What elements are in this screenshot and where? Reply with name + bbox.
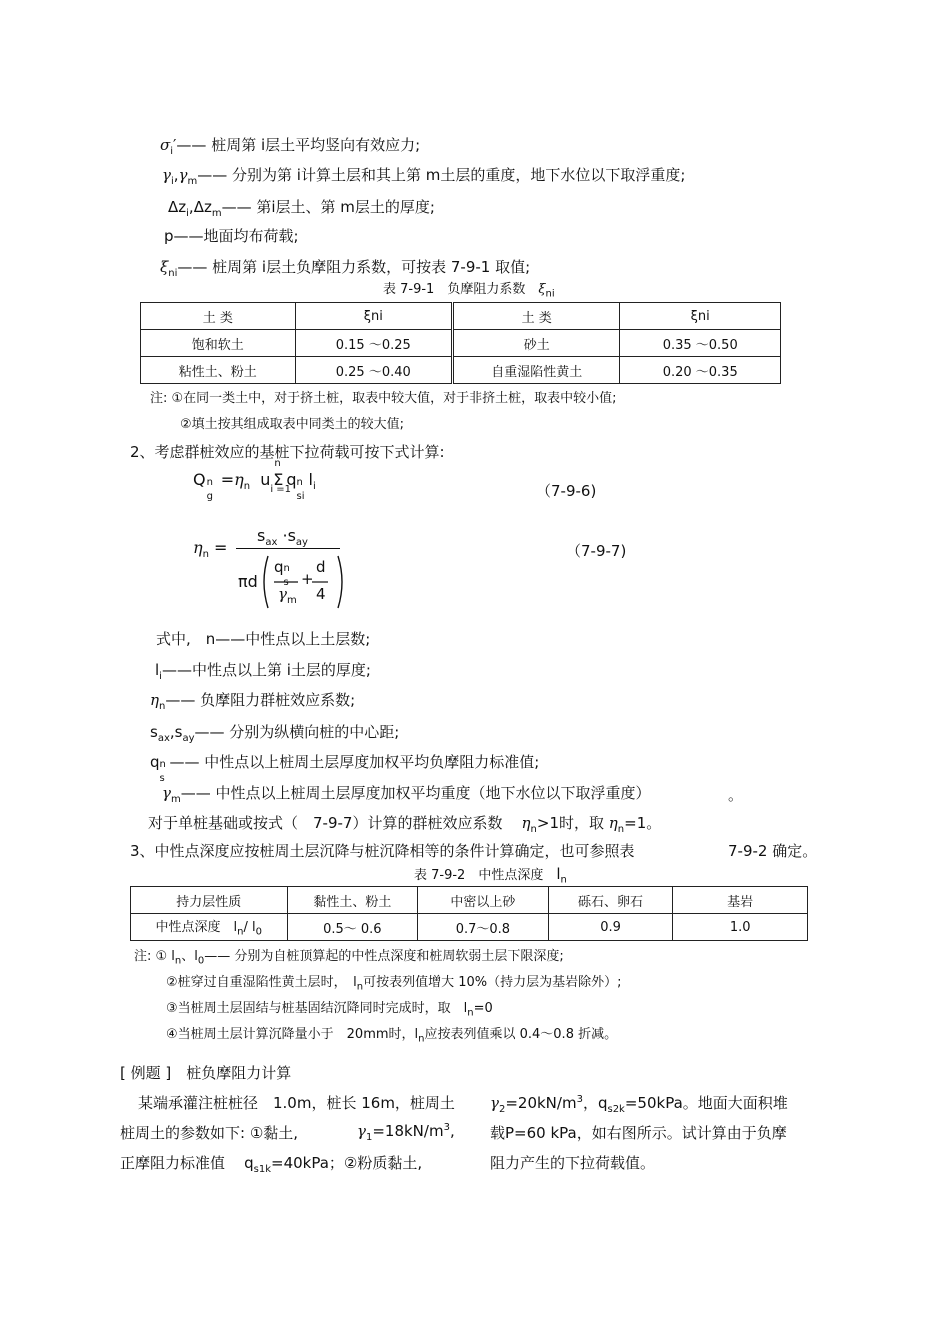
single-pile-note: 对于单桩基础或按式（ 7-9-7）计算的群桩效应系数 $\eta_n>1$时，取 $\eta_n=1$。	[148, 814, 662, 835]
row-label: 中性点深度 $l_n/$ $l_0$	[131, 914, 288, 941]
def-n: 式中, n——中性点以上土层数;	[156, 630, 371, 648]
def-p: p——地面均布荷载;	[164, 227, 299, 245]
def-sigma: $\sigma_i'——$ 桩周第 i层土平均竖向有效应力;	[160, 136, 421, 157]
def-xi: $\xi_{ni}——$ 桩周第 i层土负摩阻力系数，可按表 7-9-1 取值;	[160, 258, 531, 279]
example-line-2-gamma: $\gamma_1=18kN/m^3$,	[357, 1122, 455, 1143]
table-row: 中性点深度 $l_n/$ $l_0$ 0.5～ 0.6 0.7～0.8 0.9 1.0	[131, 914, 808, 941]
section-3-title: 3、中性点深度应按桩周土层沉降与桩沉降相等的条件计算确定，也可参照表	[130, 842, 635, 860]
table1	[140, 302, 781, 384]
gamma-m: $\gamma_m$	[278, 585, 297, 606]
table-row: 土 类 ξni 土 类 ξni	[141, 303, 781, 330]
qs-n: q n s	[274, 558, 290, 588]
table-row: 持力层性质 黏性土、粉土 中密以上砂 砾石、卵石 基岩	[131, 887, 808, 914]
table-row: 饱和软土 0.15 ～0.25 砂土 0.35 ～0.50	[141, 330, 781, 357]
table1-note-2: ②填土按其组成取表中同类土的较大值;	[180, 417, 405, 432]
formula-7-9-7-number: （7-9-7)	[566, 542, 627, 560]
example-line-3b: 阻力产生的下拉荷载值。	[490, 1154, 656, 1172]
formula-7-9-6: Q n g $=\eta_n$ u n Σ i =1 q n si $l_i$	[193, 458, 316, 502]
example-line-1b: $\gamma_2=20kN/m^3$，$q_{s2k}=50kPa$。地面大面积堆	[490, 1094, 788, 1115]
table1-caption: 表 7-9-1 负摩阻力系数 $\xi_{ni}$	[383, 282, 555, 300]
formula-7-9-7-denominator: πd	[238, 572, 258, 591]
table1-note-1: 注: ①在同一类土中，对于挤土桩，取表中较大值，对于非挤土桩，取表中较小值;	[150, 391, 617, 406]
plus-sign: +	[301, 570, 314, 588]
formula-7-9-6-number: （7-9-6)	[536, 482, 597, 500]
def-dz: $\Delta z_i,\Delta z_m——$ 第i层土、第 m层土的厚度;	[168, 198, 435, 219]
table2-note-2: ②桩穿过自重湿陷性黄土层时， $l_n$可按表列值增大 10%（持力层为基岩除外）;	[166, 975, 622, 993]
section-2-title: 2、考虑群桩效应的基桩下拉荷载可按下式计算:	[130, 443, 445, 461]
example-line-2b: 载P=60 kPa，如右图所示。试计算由于负摩	[490, 1124, 787, 1142]
fraction-bar	[236, 548, 340, 549]
example-line-2a: 桩周土的参数如下: ①黏土,	[120, 1124, 299, 1142]
def-s: $s_{ax},s_{ay}——$ 分别为纵横向桩的中心距;	[150, 723, 400, 744]
table2	[130, 886, 808, 941]
table2-caption: 表 7-9-2 中性点深度 $l_n$	[414, 865, 567, 886]
formula-7-9-7-numerator: $s_{ax} \cdot s_{ay}$	[257, 526, 308, 549]
example-title: [ 例题 ] 桩负摩阻力计算	[120, 1064, 292, 1082]
four: 4	[316, 585, 326, 603]
table-row: 粘性土、粉土 0.25 ～0.40 自重湿陷性黄土 0.20 ～0.35	[141, 357, 781, 384]
table2-note-1: 注: ① $l_n$、$l_0——$ 分别为自桩顶算起的中性点深度和桩周软弱土层下限深度;	[134, 949, 564, 967]
def-q: q n s —— 中性点以上桩周土层厚度加权平均负摩阻力标准值;	[150, 753, 540, 784]
def-gamma-m: $\gamma_m——$ 中性点以上桩周土层厚度加权平均重度（地下水位以下取浮重度）	[162, 784, 651, 805]
def-l: $l_i——$中性点以上第 i土层的厚度;	[155, 661, 371, 682]
table2-note-3: ③当桩周土层固结与桩基固结沉降同时完成时，取 $l_n=0$	[166, 1001, 493, 1019]
d-over: d	[316, 558, 326, 576]
def-eta: $\eta_n——$ 负摩阻力群桩效应系数;	[150, 691, 356, 712]
example-line-3a: 正摩阻力标准值 $q_{s1k}=40kPa$；②粉质黏土,	[120, 1154, 423, 1175]
table2-note-4: ④当桩周土层计算沉降量小于 20mm时，$l_n$应按表列值乘以 0.4～0.8 折减。	[166, 1027, 618, 1045]
formula-7-9-7-lhs: $\eta_n$ =	[193, 538, 228, 561]
example-line-1a: 某端承灌注桩桩径 1.0m，桩长 16m，桩周土	[138, 1094, 455, 1112]
def-gamma: $\gamma_i,\gamma_m——$ 分别为第 i计算土层和其上第 m土层的重度，地下水位以下取浮重度;	[162, 166, 686, 187]
sigma-symbol: σ	[160, 136, 171, 154]
